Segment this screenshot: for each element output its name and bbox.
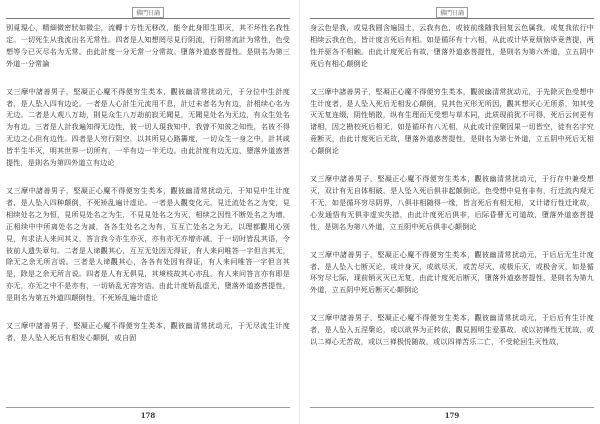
page-body <box>310 22 594 394</box>
paragraph: 别覓現心，精細微密狀如微尘，流轉十方性无移改，能令此身即生即灭，其不坏性名我性定。一切死生从我流出名无常性。四者是人知想罔尽見行阴流，行阴常流計为常性，色受想等今已灭尽名为无常。由此計度一分无常一分常故。墮落外道惑菩提性。是則名为第三外道一分常論 <box>6 23 290 68</box>
header-rule <box>6 18 290 19</box>
paragraph: 又三摩中諸善男子，堅凝正心魔不得便穷生类本，觀彼幽清常扰动元，于后后无生计度者，是人坠入七断灭论，或计身灭，或欲尽灭，或苦尽灭，或极乐灭，或极舍灭，如是循环穷尽七际，现前销灭灭已无复，由此计度死后断灭，墮落外道惑菩提性，是則名为第九外道，立五阴中死后断灭心颠倒论 <box>310 249 594 295</box>
book-gutter <box>299 0 300 424</box>
paragraph: 又三摩中諸善男子，堅凝正心魔不得便穷生类本，觀彼幽清常扰动元，于先除灭色受想中生计度者，是人坠入死后无相发心颠倒，見其色灭形无所因，觀其想灭心无所系，知其受灭无复连缀，阴性销散，纵有生理而无受想与草木同，此质现前犹不可得，死后云何更有诸相，因之勘校死后相无，如是循环有八无相，从此或计涅槃因果一切皆空，徒有名字究竟断灭，由此计度死后无故，墮落外道惑菩提性，是則名为第七外道，立五阴中死后无相心颠倒论 <box>310 86 594 156</box>
paragraph: 又三摩中諸善男子，堅凝正心魔不得便穷生类本，觀彼幽清常扰动元，于分位中生計度者，是人坠入四有边论。一者是人心計生元流用不息，計过未者名为有边，計相续心名为无边。二者是人观八万劫，則見众生八万劫前寂无聞見，无聞見处名为无边，有众生处名为有边。三者是人計我遍知得无边性，彼一切人現我知中，我曾不知彼之知性，名彼不得无边之心但有边性。四者是人穷行阴空，以其所見心路籌度，一切众生一身之中，計其咸皆半生半灭，明其世界一切所有，一半有边一半无边。由此計度有边无边，墮落外道惑菩提性，是則名为第四外道立有边论 <box>6 86 290 168</box>
right-page <box>310 0 594 424</box>
page-header <box>6 4 290 20</box>
paragraph: 又三摩中諸善男子，堅凝正心魔不得便穷生类本，觀彼幽清常扰动元，于知見中生计度者，是人坠入四种颠倒，不死矫乱遍计虚论。一者是人觀变化元，見迁流处名之为变，見相续处名之为恒，見所見处名之为生，不見見处名之为灭，相续之因性不断处名之为增，正相续中中所离处名之为减，各各生处名之为有，互互亡处名之为无，以理都觀用心別見，有求法人来问其义，答言我今亦生亦灭，亦有亦无亦增亦减，于一切时皆乱其语，令彼前人遗失章句。二者是人谛觀其心，互互无处因无得证，有人来问唯答一字但言其无，除无之余无所言说。三者是人谛觀其心，各各有处因有得证，有人来问唯答一字但言其是，除是之余无所言说。四者是人有无俱見，其境枝故其心亦乱，有人来问答言亦有即是亦无，亦无之中不是亦有，一切矫乱无容穷诘。由此计度矫乱虚无，墮落外道惑菩提性，是則名为第五外道四颠倒性，不死矫乱遍计虚论 <box>6 185 290 303</box>
running-title: 佛門日誦 <box>436 7 468 18</box>
footer-rule <box>310 407 594 408</box>
page-number: 179 <box>444 411 460 420</box>
page-header <box>310 4 594 20</box>
page-body <box>6 22 290 394</box>
footer-rule <box>6 407 290 408</box>
paragraph: 又三摩中諸善男子，堅凝正心魔不得便穷生类本，觀彼幽清常扰动元，于后后有生计度者，是人坠入五涅槃论，或以欲界为正转依，觀見圆明生爱慕故，或以初禅性无忧故，或以二禅心无苦故，或以三禅极悦随故，或以四禅苦乐二亡，不受轮回生灭性故， <box>310 313 594 347</box>
header-rule <box>310 18 594 19</box>
paragraph: 身云色是我，或見我圆含遍国土，云我有色，或彼前缘随我回复云色属我，或复我依行中相续云我在色，皆计度言死后有相。如是循环有十六相，从此或计毕竟烦恼毕竟菩提，两性并驱各不相触。由此计度死后有故，墮落外道惑菩提性，是則名为第六外道，立五阴中死后有相心颠倒论 <box>310 23 594 68</box>
page-number: 178 <box>140 411 156 420</box>
left-page <box>6 0 290 424</box>
running-title: 佛門日誦 <box>132 7 164 18</box>
paragraph: 又三摩中諸善男子，堅凝正心魔不得便穷生类本，觀彼幽清常扰动元，于无尽流生计度者，是人坠入死后有相发心颠倒，或自固 <box>6 321 290 342</box>
paragraph: 又三摩中諸善男子，堅凝正心魔不得便穷生类本，觀彼幽清常扰动元，于行存中兼受想灭，双计有无自体相破，是人坠入死后俱非起颠倒论。色受想中見有非有，行迁流内观无不无，如是循环穷尽阴界，八俱非相随得一缘，皆言死后有相无相，又计诸行性迁讹故，心发通悟有无俱非虚实失措，由此计度死后俱非，后际昏瞢无可道故，墮落外道惑菩提性，是則名为第八外道，立五阴中死后俱非心颠倒论 <box>310 174 594 231</box>
